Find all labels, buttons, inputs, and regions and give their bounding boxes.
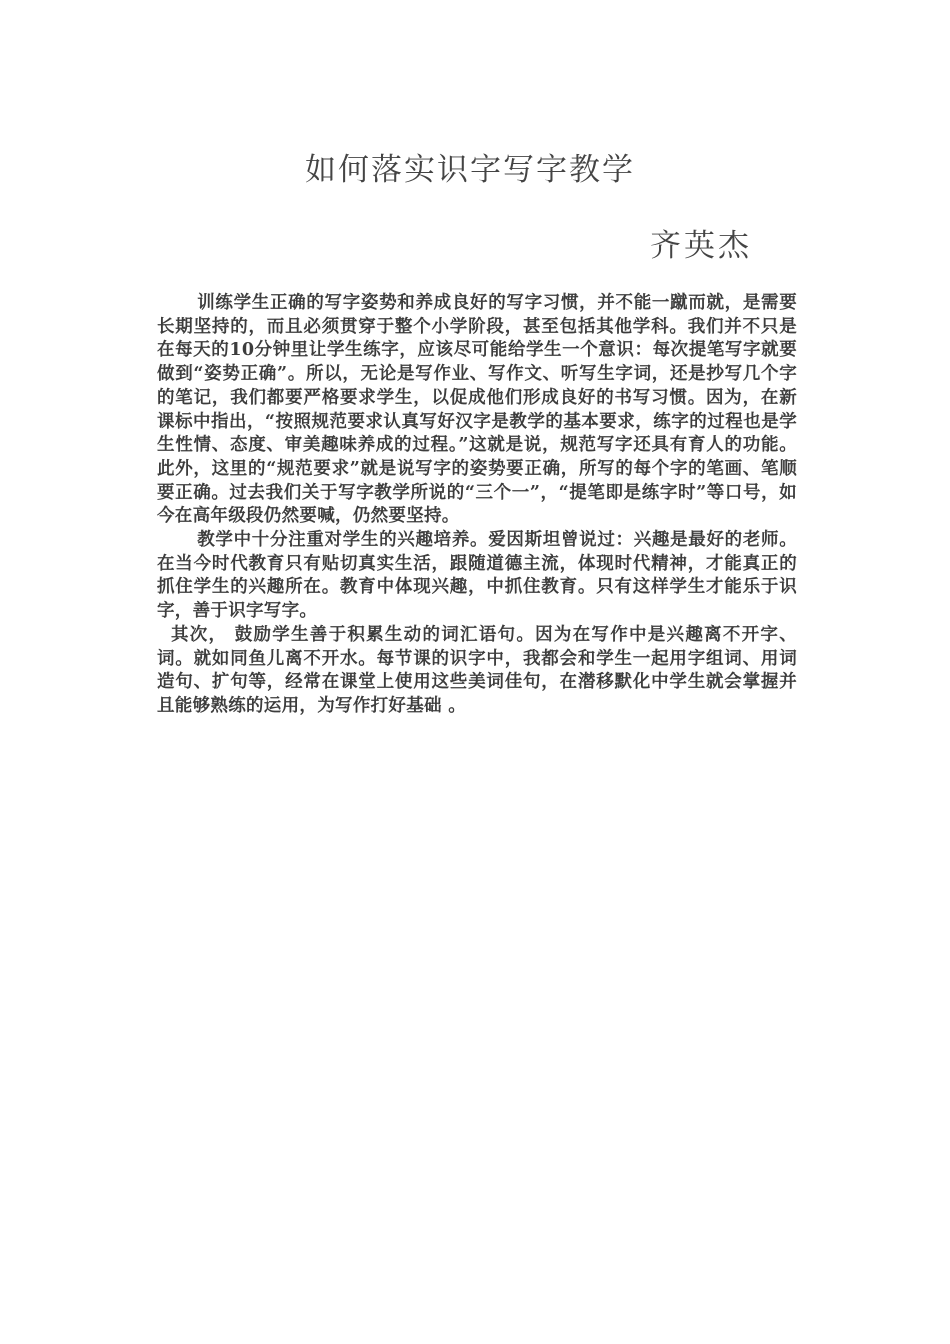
document-title: 如何落实识字写字教学 <box>305 152 635 188</box>
body-paragraph: 教学中十分注重对学生的兴趣培养。爱因斯坦曾说过：兴趣是最好的老师。在当今时代教育只有贴切真实生活，跟随道德主流，体现时代精神，才能真正的抓住学生的兴趣所在。教育中体现兴趣，中抓住教育。只有这样学生才能乐于识字，善于识字写字。 <box>157 530 797 622</box>
document-author: 齐英杰 <box>650 228 752 264</box>
body-paragraph: 其次， 鼓励学生善于积累生动的词汇语句。因为在写作中是兴趣离不开字、词。就如同鱼儿离不开水。每节课的识字中，我都会和学生一起用字组词、用词造句、扩句等，经常在课堂上使用这些美词佳句，在潜移默化中学生就会掌握并且能够熟练的运用，为写作打好基础 。 <box>157 624 797 716</box>
document-body <box>157 292 797 719</box>
body-paragraph: 训练学生正确的写字姿势和养成良好的写字习惯，并不能一蹴而就，是需要长期坚持的，而且必须贯穿于整个小学阶段，甚至包括其他学科。我们并不只是在每天的10分钟里让学生练字，应该尽可能给学生一个意识：每次提笔写字就要做到“姿势正确”。所以，无论是写作业、写作文、听写生字词，还是抄写几个字的笔记，我们都要严格要求学生，以促成他们形成良好的书写习惯。因为，在新课标中指出，“按照规范要求认真写好汉字是教学的基本要求，练字的过程也是学生性情、态度、审美趣味养成的过程。”这就是说，规范写字还具有育人的功能。此外，这里的“规范要求”就是说写字的姿势要正确，所写的每个字的笔画、笔顺要正确。过去我们关于写字教学所说的“三个一”，“提笔即是练字时”等口号，如今在高年级段仍然要喊，仍然要坚持。 <box>157 293 797 527</box>
